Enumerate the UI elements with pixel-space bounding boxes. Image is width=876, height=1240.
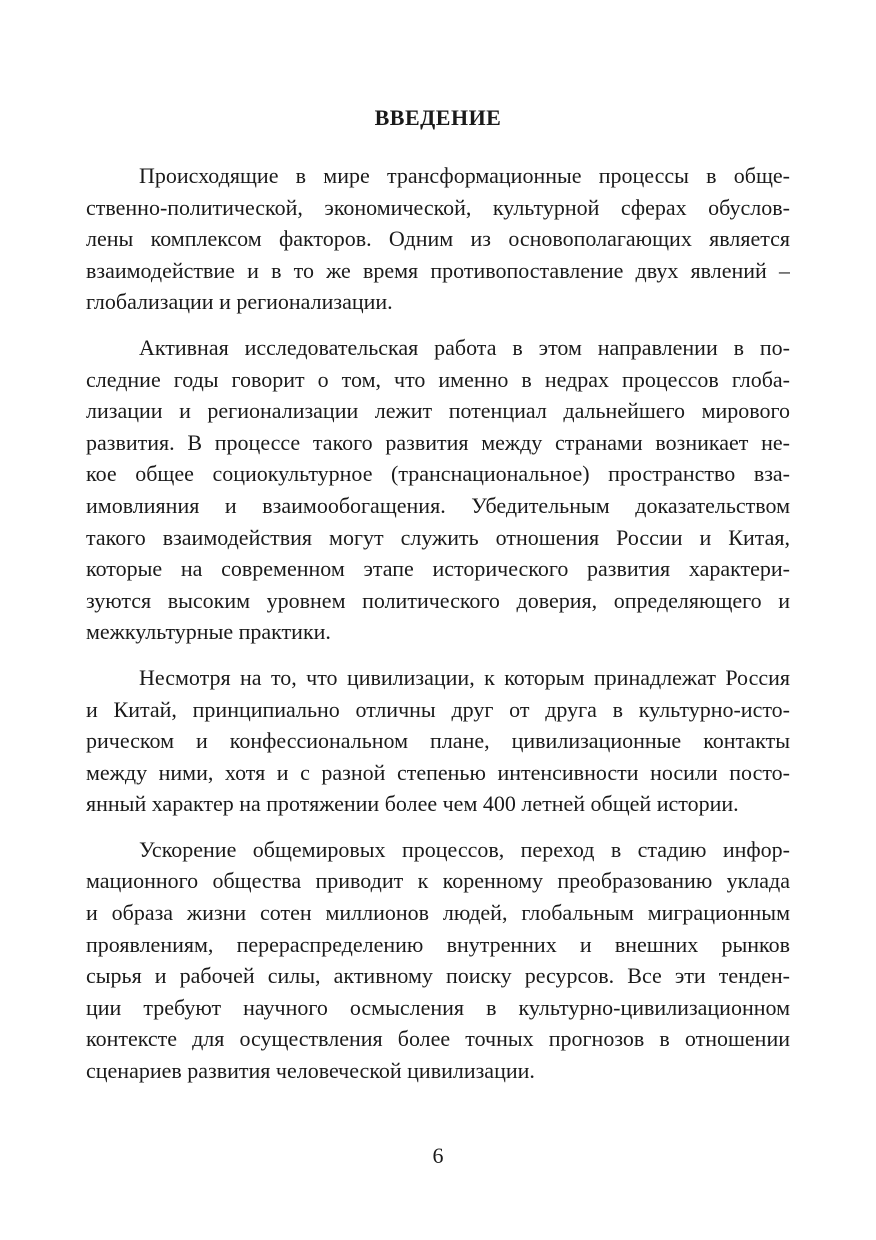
page-title: ВВЕДЕНИЕ: [374, 105, 502, 130]
text-line: мационного общества приводит к коренному преобразованию уклада: [86, 868, 790, 894]
text-line: развития. В процессе такого развития между странами возникает не-: [86, 429, 790, 455]
body-text: [86, 160, 790, 1101]
paragraph-1: [86, 160, 790, 318]
text-line: лены комплексом факторов. Одним из основополагающих является: [86, 226, 790, 252]
text-line: которые на современном этапе исторического развития характери-: [86, 556, 790, 582]
text-line: рическом и конфессиональном плане, цивилизационные контакты: [86, 728, 790, 754]
text-line: ственно-политической, экономической, культурной сферах обуслов-: [86, 194, 790, 220]
text-line: янный характер на протяжении более чем 400 летней общей истории.: [86, 791, 739, 817]
document-page: [86, 0, 790, 1240]
page-number: 6: [432, 1143, 444, 1168]
text-line: лизации и регионализации лежит потенциал дальнейшего мирового: [86, 398, 790, 424]
text-line: сценариев развития человеческой цивилизации.: [86, 1058, 535, 1084]
text-line: ции требуют научного осмысления в культурно-цивилизационном: [86, 994, 790, 1020]
text-line: имовлияния и взаимообогащения. Убедительным доказательством: [86, 492, 790, 518]
text-line: контексте для осуществления более точных прогнозов в отношении: [86, 1026, 790, 1052]
paragraph-3: [86, 662, 790, 820]
text-line: проявлениям, перераспределению внутренних и внешних рынков: [86, 931, 790, 957]
text-line: между ними, хотя и с разной степенью интенсивности носили посто-: [86, 759, 790, 785]
text-line: межкультурные практики.: [86, 619, 331, 645]
text-line: и Китай, принципиально отличны друг от друга в культурно-исто-: [86, 696, 790, 722]
text-line: взаимодействие и в то же время противопоставление двух явлений –: [86, 257, 790, 283]
text-line: кое общее социокультурное (транснациональное) пространство вза-: [86, 461, 790, 487]
text-line: Ускорение общемировых процессов, переход в стадию инфор-: [139, 836, 790, 862]
text-line: следние годы говорит о том, что именно в недрах процессов глоба-: [86, 366, 790, 392]
text-line: и образа жизни сотен миллионов людей, глобальным миграционным: [86, 900, 790, 926]
text-line: глобализации и регионализации.: [86, 289, 393, 315]
text-line: Активная исследовательская работа в этом направлении в по-: [139, 334, 790, 360]
text-line: зуются высоким уровнем политического доверия, определяющего и: [86, 587, 790, 613]
paragraph-4: [86, 834, 790, 1087]
text-line: такого взаимодействия могут служить отношения России и Китая,: [86, 524, 790, 550]
text-line: Происходящие в мире трансформационные процессы в обще-: [139, 163, 790, 188]
paragraph-2: [86, 332, 790, 648]
text-line: Несмотря на то, что цивилизации, к которым принадлежат Россия: [139, 664, 790, 690]
text-line: сырья и рабочей силы, активному поиску ресурсов. Все эти тенден-: [86, 963, 790, 989]
